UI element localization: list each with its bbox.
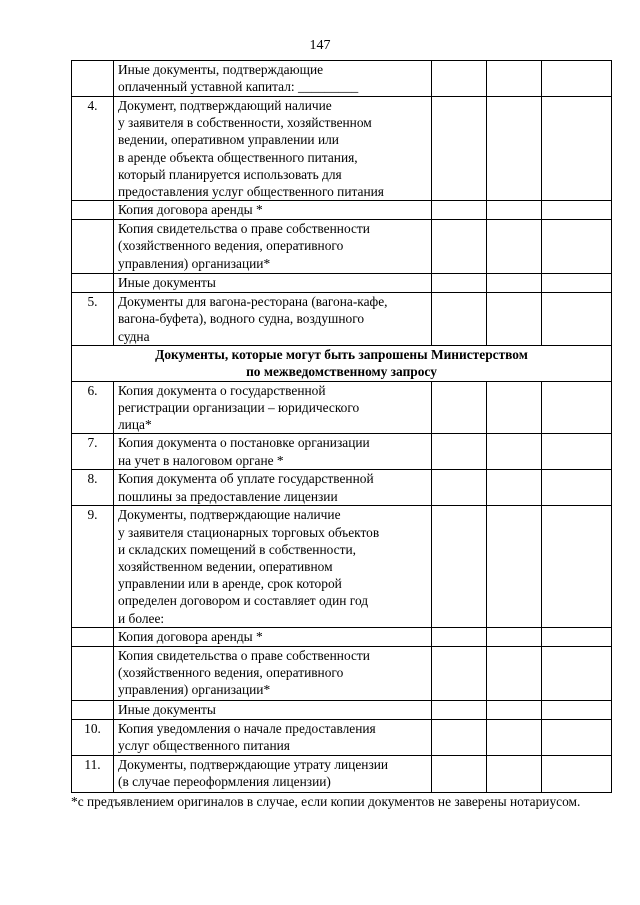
- document-description: [114, 274, 432, 293]
- row-number: 4.: [72, 97, 114, 201]
- blank-cell: [542, 434, 612, 470]
- blank-cell: [487, 470, 542, 506]
- blank-cell: [432, 293, 487, 346]
- blank-cell: [487, 97, 542, 201]
- blank-cell: [432, 506, 487, 627]
- blank-cell: [432, 220, 487, 274]
- document-description-text: Документ, подтверждающий наличие у заявителя в собственности, хозяйственном ведении, оперативном управлении или в аренде объекта общественного питания, который планируется использовать для предоставления услуг общественного питания: [118, 98, 384, 200]
- section-heading-text: Документы, которые могут быть запрошены Министерством по межведомственному запросу: [155, 346, 528, 380]
- document-description: [114, 700, 432, 719]
- row-number: 5.: [72, 293, 114, 346]
- document-description-text: Иные документы: [118, 701, 216, 717]
- blank-cell: [542, 470, 612, 506]
- document-description: [114, 506, 432, 627]
- document-description-text: Копия свидетельства о праве собственности (хозяйственного ведения, оперативного управления) организации*: [118, 647, 370, 698]
- blank-cell: [542, 719, 612, 755]
- blank-cell: [432, 381, 487, 434]
- row-number: [72, 274, 114, 293]
- blank-cell: [432, 97, 487, 201]
- row-number: 7.: [72, 434, 114, 470]
- table-body: [72, 61, 612, 793]
- blank-cell: [487, 434, 542, 470]
- document-description: [114, 646, 432, 700]
- document-description: [114, 97, 432, 201]
- section-heading: [72, 345, 612, 381]
- blank-cell: [432, 470, 487, 506]
- blank-cell: [432, 434, 487, 470]
- table-row: [72, 646, 612, 700]
- row-number: 10.: [72, 719, 114, 755]
- row-number: [72, 61, 114, 97]
- page-number: 147: [309, 38, 331, 53]
- document-description: [114, 434, 432, 470]
- blank-cell: [542, 646, 612, 700]
- document-description-text: Копия документа о постановке организации на учет в налоговом органе *: [118, 435, 370, 468]
- blank-cell: [487, 700, 542, 719]
- document-description: [114, 381, 432, 434]
- table-row: [72, 381, 612, 434]
- blank-cell: [432, 700, 487, 719]
- blank-cell: [542, 201, 612, 220]
- blank-cell: [432, 646, 487, 700]
- document-description-text: Документы для вагона-ресторана (вагона-кафе, вагона-буфета), водного судна, воздушного судна: [118, 294, 388, 344]
- blank-cell: [487, 755, 542, 792]
- blank-cell: [542, 274, 612, 293]
- row-number: [72, 627, 114, 646]
- table-row: [72, 700, 612, 719]
- document-description: [114, 201, 432, 220]
- blank-cell: [432, 61, 487, 97]
- document-description-text: Копия уведомления о начале предоставления услуг общественного питания: [118, 720, 376, 754]
- blank-cell: [542, 381, 612, 434]
- blank-cell: [487, 293, 542, 346]
- blank-cell: [432, 274, 487, 293]
- document-description: [114, 220, 432, 274]
- document-description-text: Копия документа об уплате государственной пошлины за предоставление лицензии: [118, 471, 374, 504]
- row-number: [72, 646, 114, 700]
- blank-cell: [542, 293, 612, 346]
- document-description: [114, 627, 432, 646]
- document-description: [114, 61, 432, 97]
- document-description-text: Копия свидетельства о праве собственности (хозяйственного ведения, оперативного управления) организации*: [118, 221, 370, 271]
- table-row: [72, 719, 612, 755]
- row-number: [72, 220, 114, 274]
- document-description-text: Копия документа о государственной регистрации организации – юридического лица*: [118, 382, 360, 433]
- row-number: [72, 201, 114, 220]
- row-number: 9.: [72, 506, 114, 627]
- table-row: [72, 470, 612, 506]
- table-row: [72, 627, 612, 646]
- table-row: [72, 293, 612, 346]
- blank-cell: [432, 719, 487, 755]
- documents-table: [71, 60, 612, 793]
- blank-cell: [487, 719, 542, 755]
- table-row: [72, 506, 612, 627]
- blank-cell: [487, 646, 542, 700]
- blank-cell: [487, 220, 542, 274]
- blank-cell: [487, 627, 542, 646]
- document-description-text: Копия договора аренды *: [118, 202, 263, 218]
- blank-cell: [487, 274, 542, 293]
- table-row: [72, 220, 612, 274]
- document-description-text: Иные документы: [118, 275, 216, 291]
- document-description-text: Копия договора аренды *: [118, 628, 263, 644]
- table-row: [72, 61, 612, 97]
- blank-cell: [542, 506, 612, 627]
- footnote: *с предъявлением оригиналов в случае, если копии документов не заверены нотариусом.: [71, 794, 581, 809]
- table-row: [72, 97, 612, 201]
- blank-cell: [487, 381, 542, 434]
- document-description-text: Иные документы, подтверждающие оплаченный уставной капитал: _________: [118, 62, 359, 95]
- blank-cell: [432, 201, 487, 220]
- section-header-row: [72, 345, 612, 381]
- row-number: [72, 700, 114, 719]
- row-number: 11.: [72, 755, 114, 792]
- document-description-text: Документы, подтверждающие утрату лицензии (в случае переоформления лицензии): [118, 756, 389, 790]
- table-row: [72, 755, 612, 792]
- blank-cell: [542, 700, 612, 719]
- document-description: [114, 755, 432, 792]
- row-number: 8.: [72, 470, 114, 506]
- blank-cell: [542, 97, 612, 201]
- blank-cell: [542, 755, 612, 792]
- document-description: [114, 470, 432, 506]
- blank-cell: [487, 201, 542, 220]
- blank-cell: [542, 61, 612, 97]
- blank-cell: [432, 755, 487, 792]
- blank-cell: [542, 627, 612, 646]
- blank-cell: [542, 220, 612, 274]
- table-row: [72, 434, 612, 470]
- blank-cell: [432, 627, 487, 646]
- blank-cell: [487, 61, 542, 97]
- document-description-text: Документы, подтверждающие наличие у заявителя стационарных торговых объектов и складских помещений в собственности, хозяйственном ведении, оперативном управлении или в аренде, срок которой определен договором и составляет один год и более:: [118, 507, 380, 626]
- document-description: [114, 293, 432, 346]
- table-row: [72, 274, 612, 293]
- blank-cell: [487, 506, 542, 627]
- document-description: [114, 719, 432, 755]
- table-row: [72, 201, 612, 220]
- row-number: 6.: [72, 381, 114, 434]
